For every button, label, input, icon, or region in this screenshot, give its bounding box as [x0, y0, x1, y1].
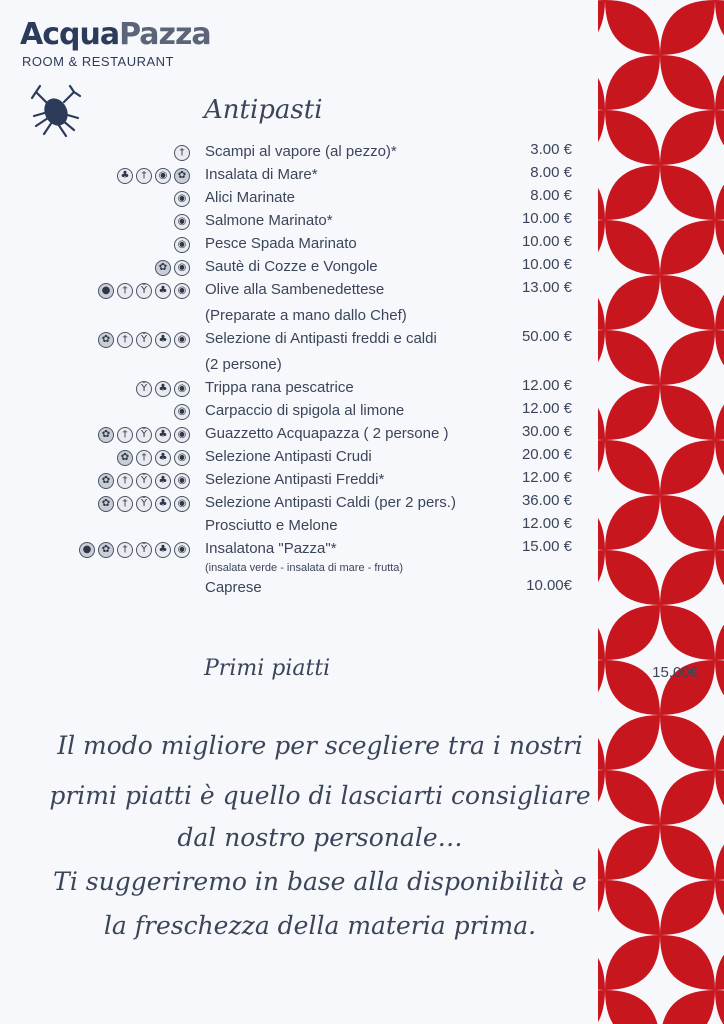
menu-item [0, 143, 598, 166]
menu-item-name: Salmone Marinato* [205, 212, 333, 229]
menu-item-name: Selezione Antipasti Caldi (per 2 pers.) [205, 494, 456, 511]
fish-icon: ◉ [174, 237, 190, 253]
lobster-icon: † [174, 145, 190, 161]
allergen-icons [174, 404, 190, 420]
menu-item-name: Selezione di Antipasti freddi e caldi [205, 330, 437, 347]
menu-item [0, 425, 598, 448]
menu-item-name: Prosciutto e Melone [205, 517, 338, 534]
allergen-icons [117, 168, 190, 184]
menu-item [0, 235, 598, 258]
menu-item-price: 10.00€ [526, 577, 572, 594]
menu-item-price: 10.00 € [521, 210, 572, 227]
crab-icon [26, 82, 84, 138]
allergen-icons [98, 283, 190, 299]
allergen-icons [174, 145, 190, 161]
wine-icon: Ŷ [136, 332, 152, 348]
menu-item [0, 540, 598, 563]
menu-item-price: 50.00 € [521, 328, 572, 345]
menu-item-name: Guazzetto Acquapazza ( 2 persone ) [205, 425, 449, 442]
shell-icon: ✿ [98, 473, 114, 489]
menu-item [0, 379, 598, 402]
menu-item-name: (2 persone) [205, 356, 282, 373]
brand-name-part1: Acqua [20, 17, 120, 52]
wine-icon: Ŷ [136, 473, 152, 489]
allergen-icons [98, 496, 190, 512]
antipasti-title: Antipasti [204, 95, 323, 125]
menu-item-name: Selezione Antipasti Crudi [205, 448, 372, 465]
fish-icon: ◉ [174, 542, 190, 558]
fish-icon: ◉ [174, 332, 190, 348]
message-line-2: primi piatti è quello di lasciarti consigliare [49, 781, 591, 810]
menu-item-price: 12.00 € [521, 377, 572, 394]
allergen-icons [136, 381, 190, 397]
celery-icon: ♣ [155, 542, 171, 558]
lobster-icon: † [117, 283, 133, 299]
shell-icon: ✿ [98, 542, 114, 558]
lobster-icon: † [117, 542, 133, 558]
menu-item [0, 356, 598, 379]
menu-item-name: Alici Marinate [205, 189, 296, 206]
menu-item [0, 402, 598, 425]
fish-icon: ◉ [174, 260, 190, 276]
celery-icon: ♣ [117, 168, 133, 184]
menu-item-name: Insalata di Mare* [205, 166, 318, 183]
fish-icon: ◉ [155, 168, 171, 184]
menu-item [0, 212, 598, 235]
shell-icon: ✿ [174, 168, 190, 184]
fish-icon: ◉ [174, 450, 190, 466]
menu-item-price: 13.00 € [521, 279, 572, 296]
fish-icon: ◉ [174, 427, 190, 443]
allergen-icons [79, 542, 190, 558]
message-line-5: la freschezza della materia prima. [103, 911, 537, 940]
menu-item-price: 8.00 € [530, 164, 572, 181]
menu-item-price: 3.00 € [530, 141, 572, 158]
celery-icon: ♣ [155, 473, 171, 489]
fish-icon: ◉ [174, 473, 190, 489]
brand-name-part2: Pazza [119, 17, 211, 52]
wine-icon: Ŷ [136, 381, 152, 397]
menu-item-name: Trippa rana pescatrice [205, 379, 354, 396]
menu-item [0, 494, 598, 517]
menu-item-price: 12.00 € [521, 469, 572, 486]
fish-icon: ◉ [174, 496, 190, 512]
lobster-icon: † [117, 427, 133, 443]
shell-icon: ✿ [98, 496, 114, 512]
celery-icon: ♣ [155, 332, 171, 348]
shell-icon: ✿ [155, 260, 171, 276]
menu-item-price: 36.00 € [521, 492, 572, 509]
allergen-icons [155, 260, 190, 276]
menu-item-price: 12.00 € [521, 515, 572, 532]
wine-icon: Ŷ [136, 496, 152, 512]
lobster-icon: † [117, 496, 133, 512]
menu-item-price: 12.00 € [521, 400, 572, 417]
menu-item-price: 20.00 € [521, 446, 572, 463]
lobster-icon: † [136, 168, 152, 184]
menu-item [0, 330, 598, 353]
allergen-icons [174, 237, 190, 253]
celery-icon: ♣ [155, 450, 171, 466]
menu-item-name: (Preparate a mano dallo Chef) [205, 307, 407, 324]
brand-logo [20, 18, 211, 52]
menu-item [0, 307, 598, 330]
menu-item-name: Selezione Antipasti Freddi* [205, 471, 385, 488]
menu-item [0, 448, 598, 471]
menu-item-name: Carpaccio di spigola al limone [205, 402, 405, 419]
menu-item-price: 8.00 € [530, 187, 572, 204]
fish-icon: ◉ [174, 214, 190, 230]
menu-item [0, 517, 598, 540]
menu-item-name: Caprese [205, 579, 262, 596]
celery-icon: ♣ [155, 283, 171, 299]
shell-icon: ✿ [98, 427, 114, 443]
lobster-icon: † [117, 473, 133, 489]
menu-item [0, 579, 598, 602]
fish-icon: ◉ [174, 404, 190, 420]
lobster-icon: † [136, 450, 152, 466]
menu-item-price: 15.00 € [521, 538, 572, 555]
allergen-icons [117, 450, 190, 466]
allergen-icons [174, 191, 190, 207]
primi-price: 15,00€ [652, 664, 698, 681]
celery-icon: ♣ [155, 427, 171, 443]
message-line-1: Il modo migliore per scegliere tra i nostri [57, 731, 583, 760]
shell-icon: ✿ [117, 450, 133, 466]
egg-icon: ● [79, 542, 95, 558]
fish-icon: ◉ [174, 381, 190, 397]
menu-item-price: 10.00 € [521, 233, 572, 250]
brand-subtitle: ROOM & RESTAURANT [22, 54, 174, 69]
menu-item-name: Insalatona "Pazza"* [205, 540, 337, 557]
message-line-3: dal nostro personale… [177, 823, 463, 852]
allergen-icons [98, 332, 190, 348]
celery-icon: ♣ [155, 381, 171, 397]
allergen-icons [174, 214, 190, 230]
fish-icon: ◉ [174, 191, 190, 207]
menu-item-price: 10.00 € [521, 256, 572, 273]
wine-icon: Ŷ [136, 542, 152, 558]
menu-item [0, 258, 598, 281]
fish-icon: ◉ [174, 283, 190, 299]
allergen-icons [98, 427, 190, 443]
menu-item [0, 281, 598, 304]
menu-item [0, 471, 598, 494]
menu-item-name: Sautè di Cozze e Vongole [205, 258, 378, 275]
menu-item-name: (insalata verde - insalata di mare - frutta) [205, 562, 404, 574]
shell-icon: ✿ [98, 332, 114, 348]
menu-item-name: Pesce Spada Marinato [205, 235, 357, 252]
menu-item [0, 189, 598, 212]
lobster-icon: † [117, 332, 133, 348]
egg-icon: ● [98, 283, 114, 299]
menu-item-price: 30.00 € [521, 423, 572, 440]
message-line-4: Ti suggeriremo in base alla disponibilità e [53, 867, 587, 896]
allergen-icons [98, 473, 190, 489]
menu-item-name: Olive alla Sambenedettese [205, 281, 385, 298]
primi-title: Primi piatti [204, 656, 331, 681]
wine-icon: Ŷ [136, 427, 152, 443]
wine-icon: Ŷ [136, 283, 152, 299]
celery-icon: ♣ [155, 496, 171, 512]
menu-item-name: Scampi al vapore (al pezzo)* [205, 143, 397, 160]
menu-item [0, 166, 598, 189]
